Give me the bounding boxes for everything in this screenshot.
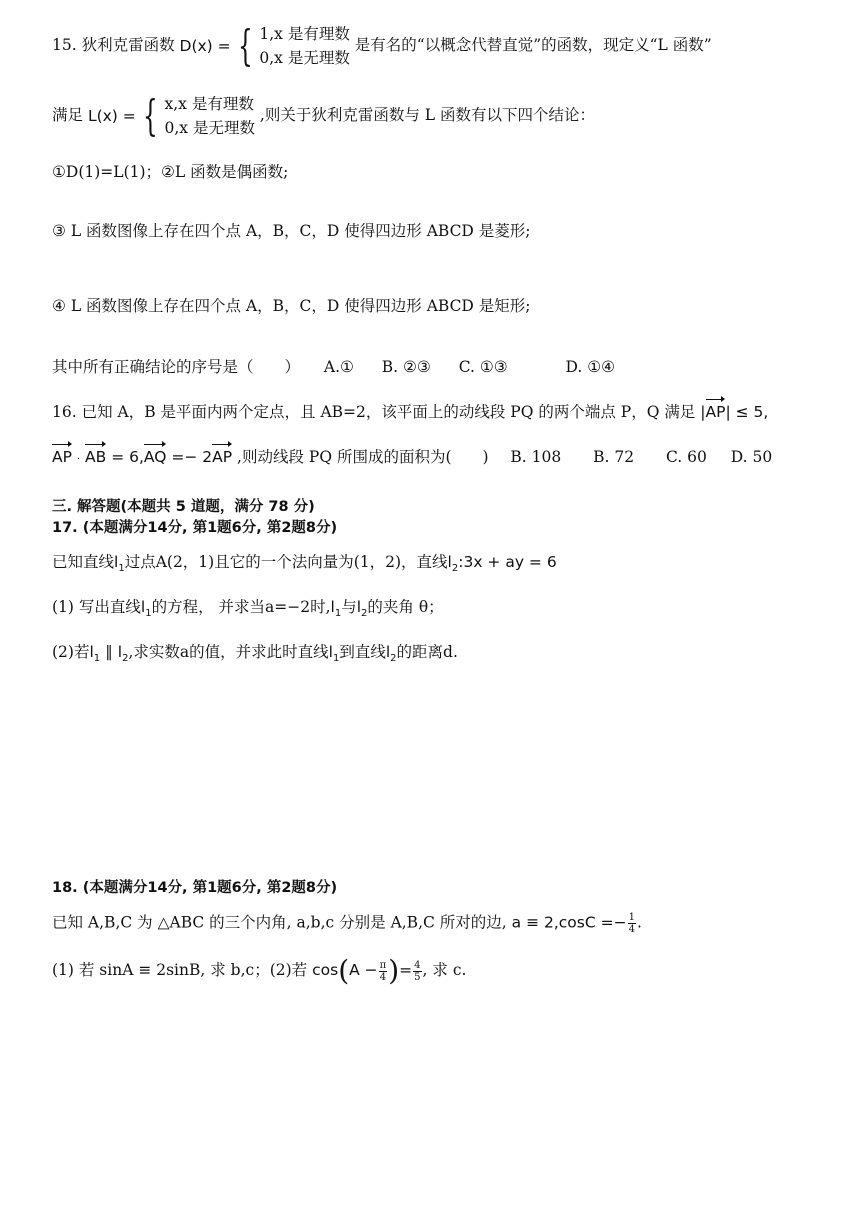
section-3-title: 三. 解答题(本题共 5 道题，满分 78 分) (52, 499, 315, 515)
q15-option-c: C. ①③ (458, 358, 508, 376)
left-brace: { (142, 91, 158, 140)
q15-option-b: B. ②③ (381, 358, 431, 376)
fraction-one-quarter: $\frac{1}{4}$ (628, 912, 635, 935)
q15-question-text: 其中所有正确结论的序号是（ ） (52, 358, 301, 376)
left-brace: { (237, 21, 253, 70)
q18-parts: (1) 若 sinA ≡ 2sinB, 求 b,c；(2)若 cos(A − $\frac{\pi}{4}$ )= $\frac{4}{5}$ , 求 c. (52, 954, 467, 987)
q16-condition-2: AP · AB = 6,AQ =− 2AP (52, 448, 233, 466)
line-l1: $l_1$ (330, 598, 342, 620)
q16-question: ,则动线段 PQ 所围成的面积为( ) (237, 448, 489, 466)
line-l1: $l_1$ (89, 643, 101, 665)
q15-line-1 (52, 22, 712, 70)
q16-option-2: B. 72 (593, 448, 635, 466)
line-l2: $l_2$ (117, 643, 129, 665)
line-l1: $l_1$ (114, 553, 125, 575)
vector-ab: AB (85, 448, 107, 466)
l-function-cases (165, 92, 255, 140)
case-irrational: 0,x 是无理数 (259, 49, 350, 67)
line-l2: $l_2:3x$ + ay = 6 (447, 553, 557, 575)
q16-line-2 (52, 447, 772, 470)
line-l1: $l_1$ (328, 643, 340, 665)
q15-conclusion-4: ④ L 函数图像上存在四个点 A，B，C，D 使得四边形 ABCD 是矩形; (52, 297, 531, 315)
l-function-label: L(x) = (87, 107, 136, 125)
dirichlet-function-label: D(x) = (179, 37, 231, 55)
q16-option-3: C. 60 (665, 448, 707, 466)
vector-aq: AQ (143, 448, 167, 466)
line-l2: $l_2$ (385, 643, 397, 665)
q15-prefix: 15. 狄利克雷函数 (52, 36, 175, 54)
q15-option-d: D. ①④ (565, 358, 616, 376)
q18-title: 18. (本题满分14分, 第1题6分, 第2题8分) (52, 880, 338, 896)
line-l1: $l_1$ (140, 598, 152, 620)
q15-line2-prefix: 满足 (52, 106, 84, 124)
dirichlet-cases (259, 22, 349, 70)
q17-title: 17. (本题满分14分, 第1题6分, 第2题8分) (52, 520, 338, 536)
q15-conclusions-1-2: ①D(1)=L(1)；②L 函数是偶函数; (52, 163, 289, 181)
vector-ap: AP (52, 448, 72, 466)
q17-stem: 已知直线$l_1$过点A(2，1)且它的一个法向量为(1，2)，直线$l_2:3x$ + ay = 6 (52, 553, 557, 575)
q15-question (52, 357, 615, 377)
q15-conclusion-3: ③ L 函数图像上存在四个点 A，B，C，D 使得四边形 ABCD 是菱形; (52, 222, 531, 240)
q15-mid-text: 是有名的“以概念代替直觉”的函数，现定义“L 函数” (354, 36, 712, 54)
vector-ap: AP (705, 403, 726, 421)
q18-stem: 已知 A,B,C 为 △ABC 的三个内角, a,b,c 分别是 A,B,C 所对的边, a ≡ 2,cosC =− $\frac{1}{4}$ . (52, 912, 642, 935)
q15-option-a: A.① (323, 358, 354, 376)
q16-stem: 16. 已知 A，B 是平面内两个定点，且 AB=2，该平面上的动线段 PQ 的两个端点 P，Q 满足 (52, 403, 696, 421)
lcase-rational: x,x 是有理数 (164, 95, 254, 113)
q16-condition-1: |AP| ≤ 5, (700, 403, 769, 421)
fraction-four-fifths: $\frac{4}{5}$ (414, 959, 421, 983)
vector-ap: AP (212, 448, 233, 466)
q15-line-2 (52, 92, 595, 140)
q16-option-1: B. 108 (510, 448, 562, 466)
q17-part-1: (1) 写出直线$l_1$的方程， 并求当a=−2时$,l_1$与$l_2$的夹角 θ； (52, 598, 444, 620)
lcase-irrational: 0,x 是无理数 (164, 119, 255, 137)
q16-option-4: D. 50 (730, 448, 773, 466)
line-l2: $l_2$ (356, 598, 368, 620)
fraction-pi-over-four: $\frac{\pi}{4}$ (379, 959, 387, 983)
q16-line-1 (52, 402, 768, 422)
case-rational: 1,x 是有理数 (259, 25, 350, 43)
q17-part-2: (2)若$l_1$ ∥ $l_2$,求实数a的值，并求此时直线$l_1$到直线$l_2$的距离d. (52, 643, 458, 665)
q15-line2-suffix: ,则关于狄利克雷函数与 L 函数有以下四个结论： (259, 106, 595, 124)
